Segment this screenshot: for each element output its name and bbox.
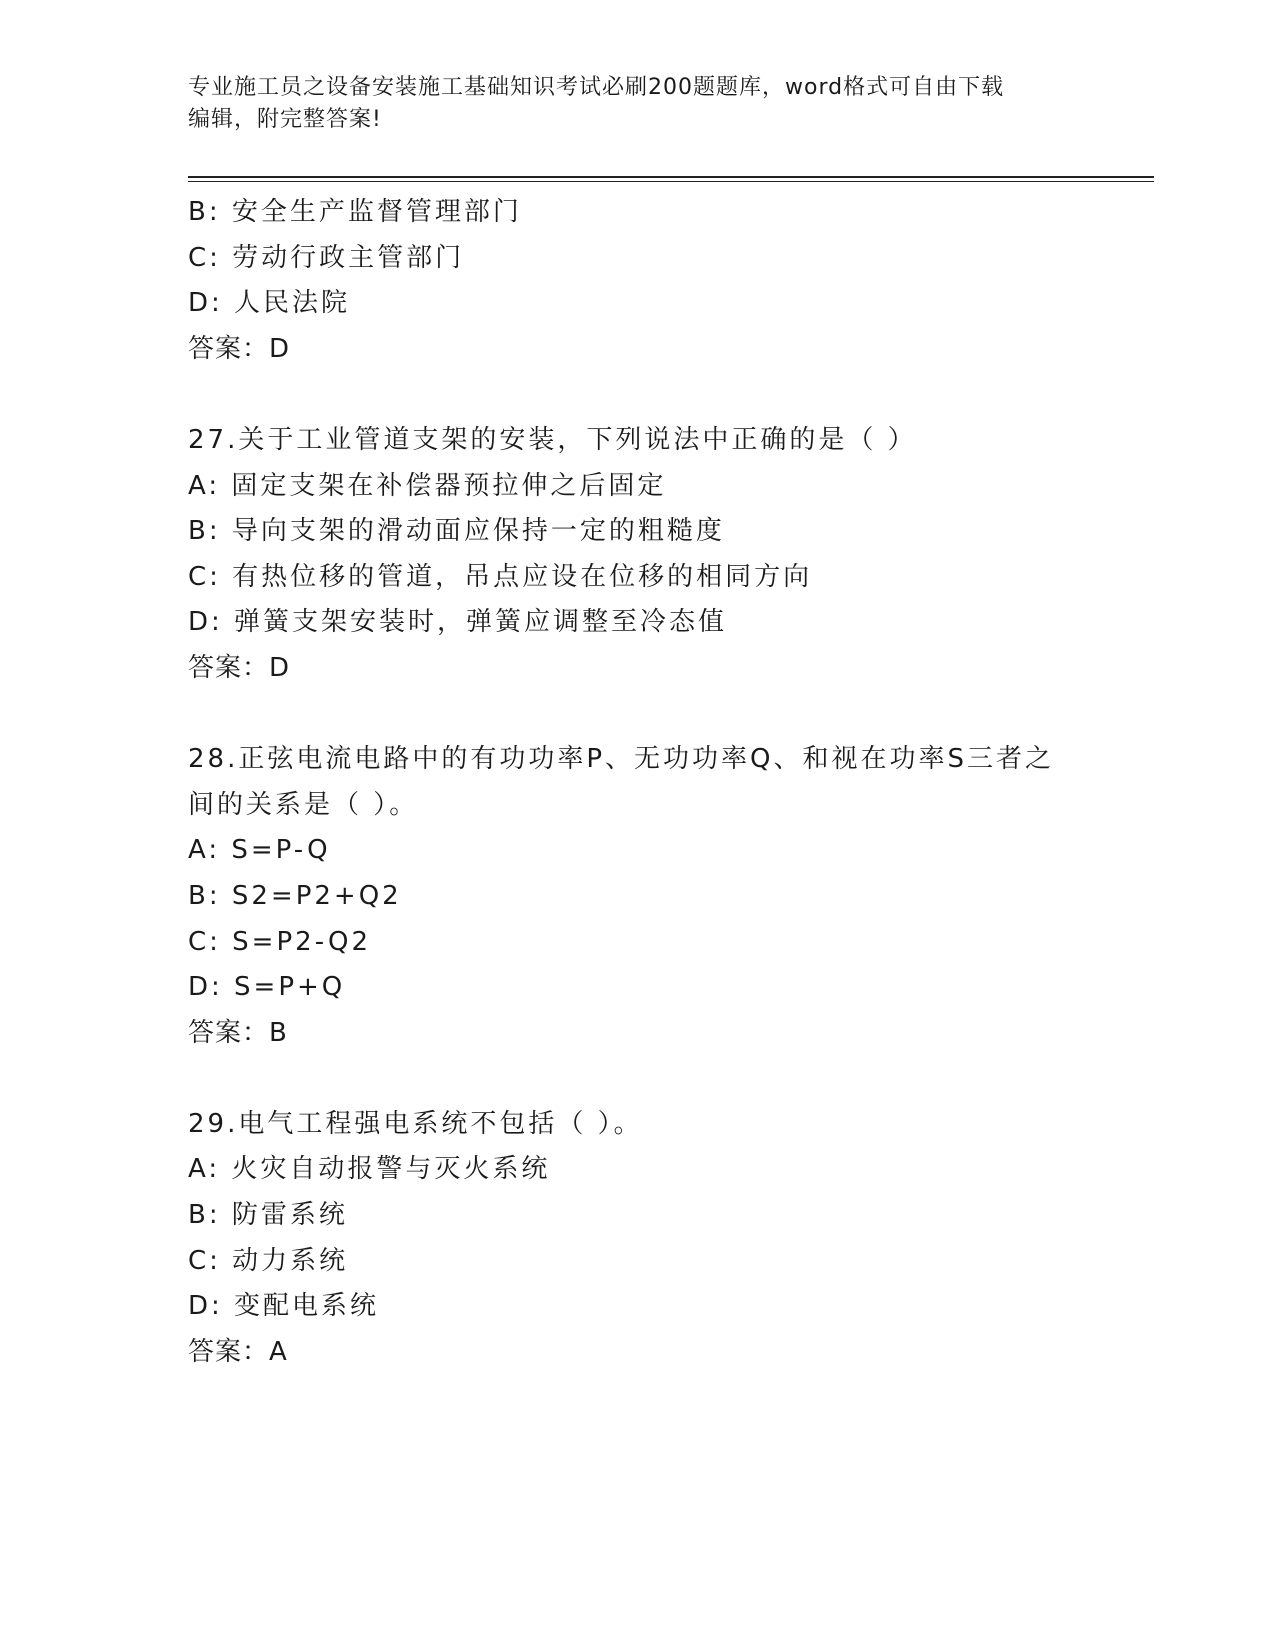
answer: 答案：D — [188, 652, 291, 683]
option-d: D: 变配电系统 — [188, 1291, 380, 1322]
option-a: A: 固定支架在补偿器预拉伸之后固定 — [188, 470, 667, 501]
question-27 — [188, 418, 1088, 692]
question-stem: 29.电气工程强电系统不包括（ ）。 — [188, 1108, 643, 1139]
question-stem-line1: 28.正弦电流电路中的有功功率P、无功功率Q、和视在功率S三者之 — [188, 744, 1054, 775]
spacer — [188, 692, 1088, 738]
answer: 答案：D — [188, 333, 291, 364]
option-c: C: 有热位移的管道，吊点应设在位移的相同方向 — [188, 561, 813, 592]
option-b: B: S2=P2+Q2 — [188, 880, 402, 911]
header-title-line2: 编辑，附完整答案! — [188, 107, 382, 132]
option-d: D: 弹簧支架安装时，弹簧应调整至冷态值 — [188, 607, 728, 638]
answer: 答案：B — [188, 1017, 288, 1048]
option-c: C: S=P2-Q2 — [188, 926, 372, 957]
question-29 — [188, 1102, 1088, 1376]
option-d: D: 人民法院 — [188, 288, 351, 319]
page-header — [188, 72, 1068, 136]
header-divider-thick — [188, 176, 1154, 178]
header-title-line1: 专业施工员之设备安装施工基础知识考试必刷200题题库，word格式可自由下载 — [188, 75, 1005, 100]
question-26-continued — [188, 190, 1088, 372]
header-divider-thin — [188, 181, 1154, 182]
question-stem: 27.关于工业管道支架的安装，下列说法中正确的是（ ） — [188, 424, 917, 455]
question-stem-line2: 间的关系是（ ）。 — [188, 789, 419, 820]
option-d: D: S=P+Q — [188, 972, 346, 1003]
option-b: B: 防雷系统 — [188, 1200, 348, 1231]
option-a: A: S=P-Q — [188, 835, 331, 866]
option-a: A: 火灾自动报警与灭火系统 — [188, 1154, 551, 1185]
option-c: C: 劳动行政主管部门 — [188, 242, 465, 273]
answer: 答案：A — [188, 1336, 288, 1367]
spacer — [188, 1056, 1088, 1102]
spacer — [188, 372, 1088, 418]
option-b: B: 安全生产监督管理部门 — [188, 197, 522, 227]
option-c: C: 动力系统 — [188, 1245, 349, 1276]
question-28 — [188, 737, 1088, 1056]
option-b: B: 导向支架的滑动面应保持一定的粗糙度 — [188, 516, 725, 547]
question-list — [188, 190, 1088, 1375]
